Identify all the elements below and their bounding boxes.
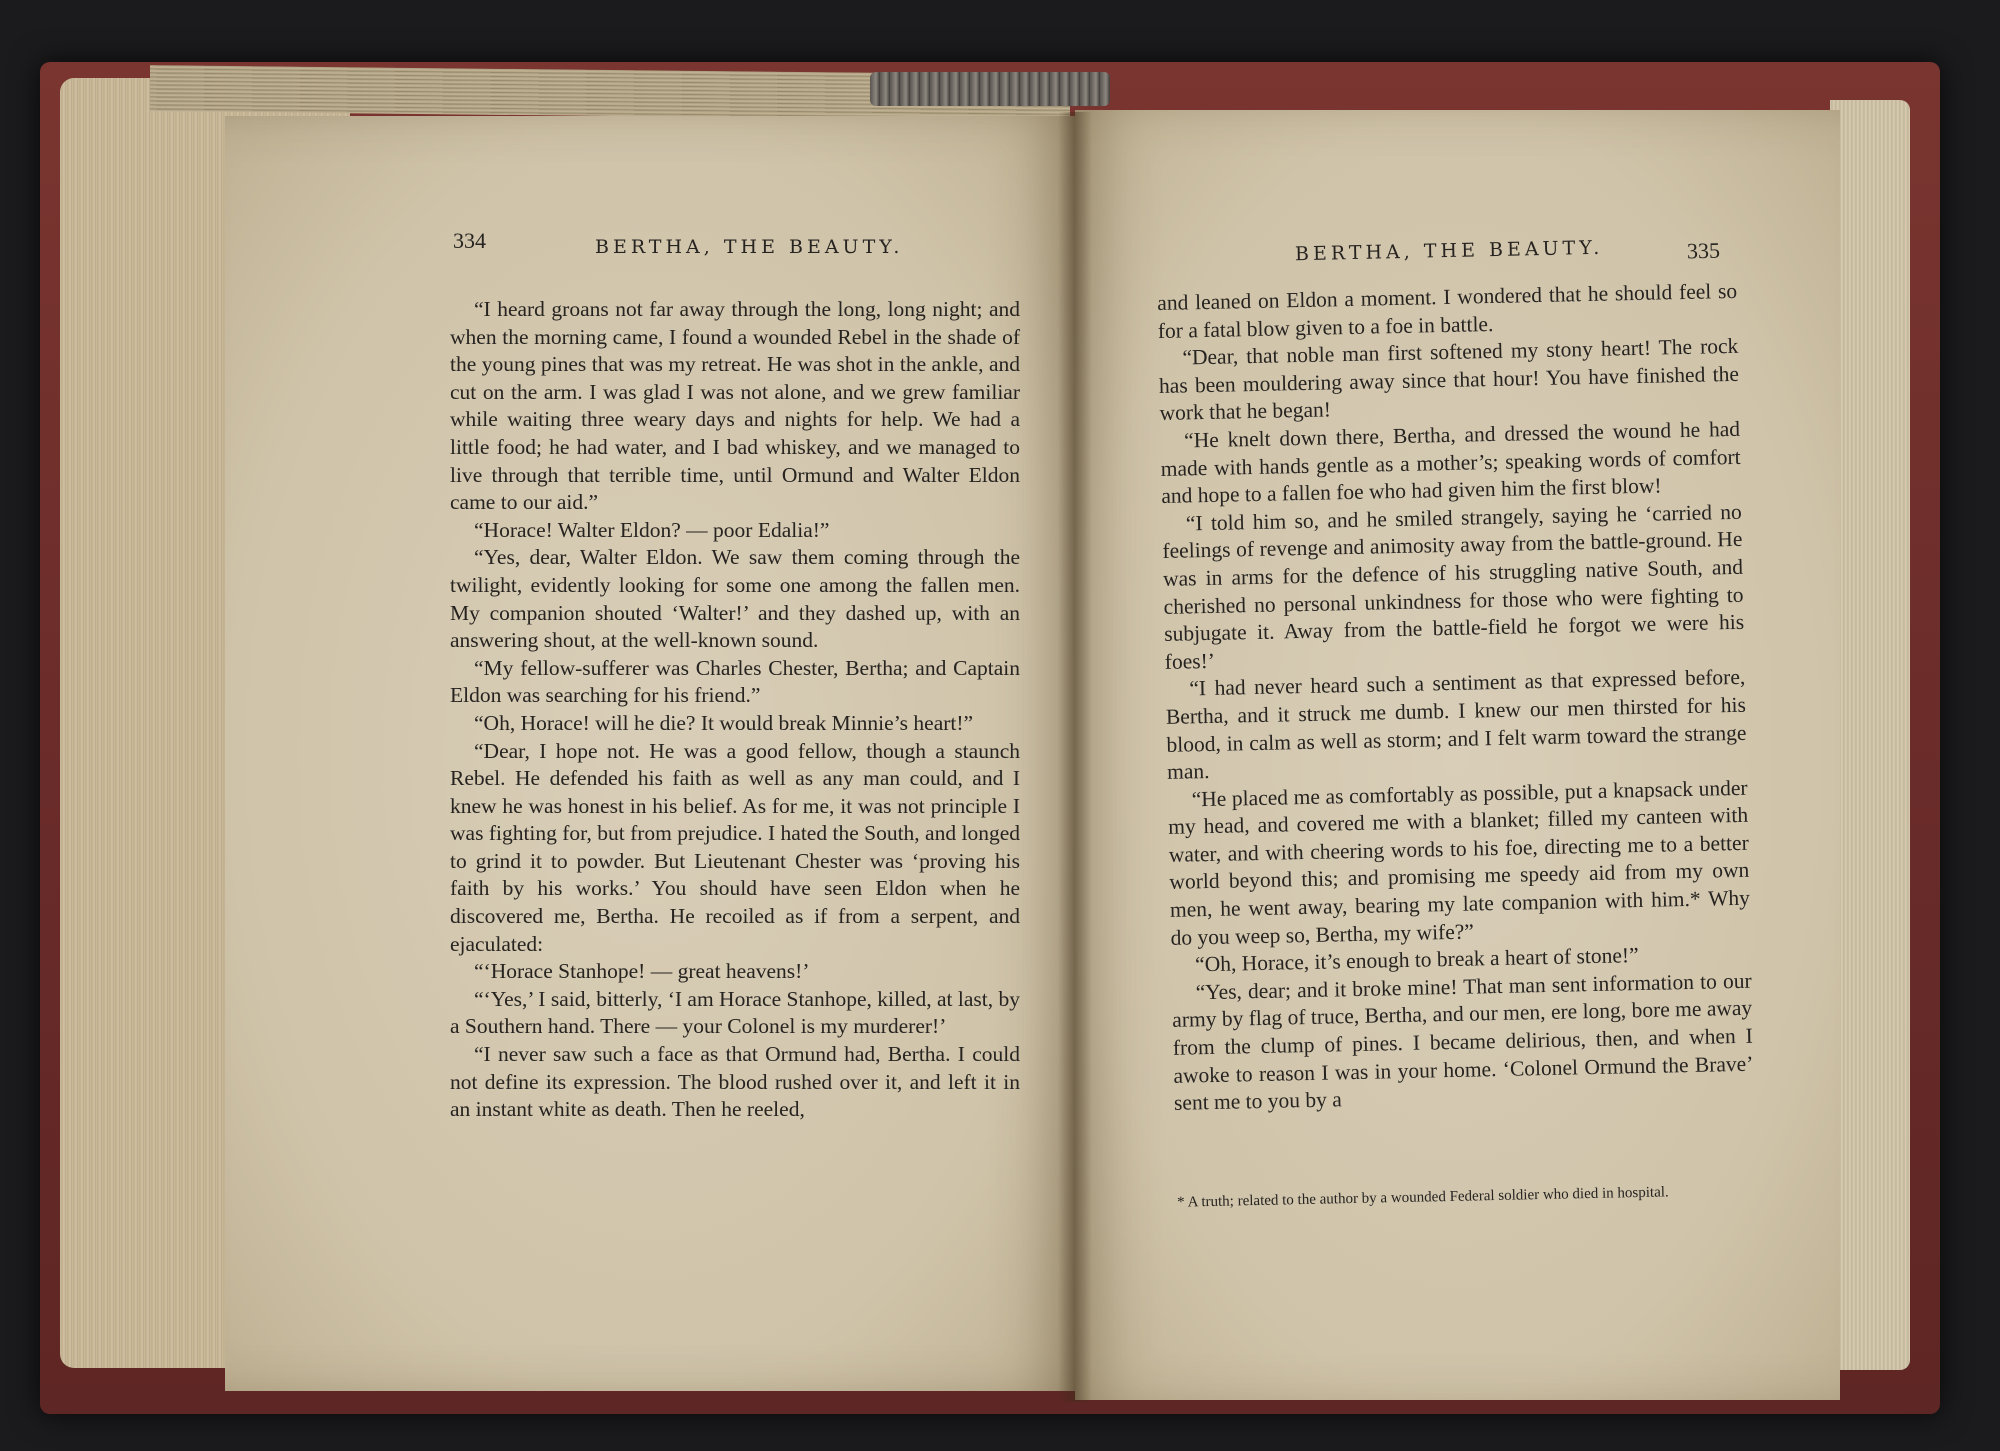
right-page-edges [1830,100,1910,1370]
paragraph: “Oh, Horace! will he die? It would break Minnie’s heart!” [474,710,974,735]
paragraph: “He knelt down there, Bertha, and dressed the wound he had made with hands gentle as a mother’s; speaking words of comfort and hope to a fallen foe who had given him the first blow! [1160,416,1741,509]
page-number: 334 [453,228,486,253]
paragraph: “Yes, dear, Walter Eldon. We saw them coming through the twilight, evidently looking for some one among the fallen men. My companion shouted ‘Walter!’ and they dashed up, with an answering shout, at the well-known sound. [450,545,1020,653]
paragraph: “He placed me as comfortably as possible, put a knapsack under my head, and covered me with a blanket; filled my canteen with water, and with cheering words to his foe, directing me to a better world beyond this; and promising me speedy aid from my own men, he went away, bearing my late companion with him.* Why do you weep so, Bertha, my wife?” [1168,775,1751,950]
book-spine [870,72,1110,106]
paragraph: “I never saw such a face as that Ormund had, Bertha. I could not define its expression. The blood rushed over it, and left it in an instant white as death. Then he reeled, [450,1042,1020,1122]
paragraph: “My fellow-sufferer was Charles Chester, Bertha; and Captain Eldon was searching for his friend.” [450,655,1020,708]
running-head: BERTHA, THE BEAUTY. [1294,236,1604,266]
paragraph: and leaned on Eldon a moment. I wondered that he should feel so for a fatal blow given to a foe in battle. [1157,278,1738,343]
paragraph: “Yes, dear; and it broke mine! That man sent information to our army by flag of truce, Bertha, and our men, ere long, bore me away from the clump of pines. I became delirious, then, and when I awoke to reason I was in your home. ‘Colonel Ormund the Brave’ sent me to you by a [1172,968,1754,1116]
page-number: 335 [1686,237,1721,264]
paragraph: “Dear, I hope not. He was a good fellow, though a staunch Rebel. He defended his faith as well as any man could, and I knew he was honest in his belief. As for me, it was not principle I was fighting for, but from prejudice. I hated the South, and longed to grind it to powder. But Lieutenant Chester was ‘proving his faith by his works.’ You should have seen Eldon when he discovered me, Bertha. He recoiled as if from a serpent, and ejaculated: [450,738,1020,956]
page-body [1157,278,1754,1118]
paragraph: “I had never heard such a sentiment as that expressed before, Bertha, and it struck me dumb. I knew our men thirsted for his blood, in calm as well as storm; and I felt warm toward the strange man. [1165,665,1747,784]
paragraph: “Dear, that noble man first softened my stony heart! The rock has been mouldering away since that hour! You have finished the work that he began! [1158,334,1740,426]
paragraph: “Oh, Horace, it’s enough to break a heart of stone!” [1194,943,1639,977]
page-body [450,296,1020,1124]
footnote-text: * A truth; related to the author by a wounded Federal soldier who died in hospital. [1177,1184,1669,1211]
paragraph: “I told him so, and he smiled strangely, saying he ‘carried no feelings of revenge and animosity away from the battle-ground. He was in arms for the defence of his struggling native South, and cherished no personal unkindness for those who were fighting to subjugate it. Away from the battle-field he forgot we were his foes!’ [1162,499,1745,674]
paragraph: “‘Horace Stanhope! — great heavens!’ [474,959,810,984]
footnote [1161,1180,1721,1214]
paragraph: “‘Yes,’ I said, bitterly, ‘I am Horace Stanhope, killed, at last, by a Southern hand. There — your Colonel is my murderer!’ [450,986,1020,1039]
paragraph: “I heard groans not far away through the long, long night; and when the morning came, I found a wounded Rebel in the shade of the young pines that was my retreat. He was shot in the ankle, and cut on the arm. I was glad I was not alone, and we grew familiar while waiting three weary days and nights for help. We had a little food; he had water, and I bad whiskey, and we managed to live through that terrible time, until Ormund and Walter Eldon came to our aid.” [450,297,1020,515]
page-gutter [1058,112,1092,1402]
paragraph: “Horace! Walter Eldon? — poor Edalia!” [474,517,830,542]
right-page [1075,110,1840,1400]
left-page [225,116,1075,1391]
running-head: BERTHA, THE BEAUTY. [595,236,904,258]
